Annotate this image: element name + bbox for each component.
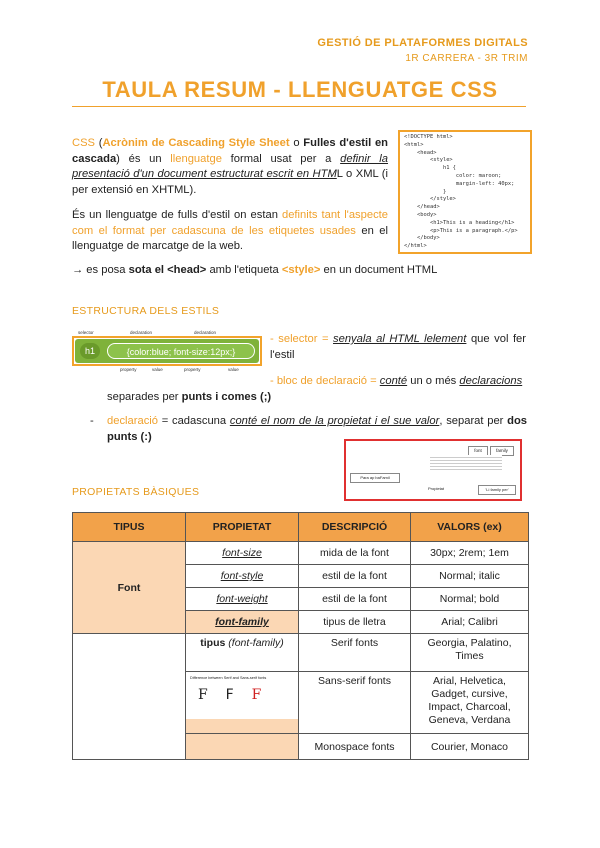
b3-b: = cadascuna	[161, 415, 227, 427]
empty-peach-cell	[186, 734, 299, 760]
desc-cell: Monospace fonts	[299, 734, 411, 760]
lbl-declaration-1: declaration	[130, 330, 153, 335]
code-line: <head>	[404, 149, 437, 156]
code-line: <body>	[404, 211, 437, 218]
desc-cell: estil de la font	[299, 588, 411, 611]
code-line: </body>	[404, 235, 440, 242]
b1-a: - selector =	[270, 333, 329, 345]
fulles-term: Fulles d'estil en cascada	[72, 137, 389, 165]
b2-d: declaracions	[459, 375, 523, 387]
box-model-diagram	[344, 439, 522, 501]
b3-e: dos punts (:)	[107, 415, 528, 443]
code-line: <style>	[404, 157, 453, 164]
prop-cell: font-size	[186, 542, 299, 565]
th-propietat: PROPIETAT	[186, 513, 299, 542]
tipus-label: tipus	[200, 637, 226, 649]
val-cell: Courier, Monaco	[411, 734, 529, 760]
page-title: TAULA RESUM - LLENGUATGE CSS	[102, 77, 498, 102]
code-line: <html>	[404, 141, 424, 148]
desc-cell: Sans-serif fonts	[299, 672, 411, 734]
code-line: h1 {	[404, 165, 456, 172]
intro-definition: definir la presentació d'un document estructurat escrit en HTM	[72, 152, 389, 181]
family-box: family	[490, 446, 514, 456]
header-subject: GESTIÓ DE PLATAFORMES DIGITALS	[317, 37, 528, 49]
b1-b: senyala al HTML lelement	[333, 333, 467, 345]
bullet-selector	[270, 332, 526, 363]
prop-cell: font-style	[186, 565, 299, 588]
b3-a: declaració	[107, 415, 158, 427]
desc-cell: estil de la font	[299, 565, 411, 588]
desc-cell: Serif fonts	[299, 634, 411, 672]
b2-b: conté	[379, 375, 408, 387]
left-box: Para ap baFamil	[350, 473, 400, 483]
b3-c: conté el nom de la propietat i el sue valor	[229, 415, 440, 427]
selector-pill: h1	[80, 343, 100, 359]
declaration-pill: {color:blue; font-size:12px;}	[107, 343, 255, 359]
lbl-value-2: value	[228, 367, 239, 372]
p2-b: en el llenguatge de marcatge de la web.	[72, 224, 388, 253]
desc-cell: tipus de lletra	[299, 611, 411, 634]
css-rule-diagram	[72, 330, 266, 374]
p2-a: És un llenguatge de fulls d'estil on estan	[72, 209, 278, 221]
intro-rest: L o XML (i per extensió en XHTML).	[72, 168, 388, 196]
type-empty	[73, 634, 186, 760]
title-underline	[72, 106, 526, 107]
b2-c: un o més	[410, 375, 457, 387]
code-line: <h1>This is a heading</h1>	[404, 219, 515, 226]
prop-cell: font-family	[186, 611, 299, 634]
p3-d: <style>	[281, 264, 321, 276]
val-cell: Normal; italic	[411, 565, 529, 588]
acronym: Acrònim de Cascading Style Sheet	[102, 137, 290, 149]
section-properties-heading: PROPIETATS BÀSIQUES	[72, 486, 200, 498]
intro-mid: ) és un	[116, 152, 162, 165]
code-line: </style>	[404, 196, 456, 203]
p2-highlight: definits tant l'aspecte com el format per cadascuna de les etiquetes usades	[72, 209, 389, 237]
intro-paragraph: CSS (Acrònim de Cascading Style Sheet o Fulles d'estil en cascada) és un llenguatge formal usat per a definir la presentació d'un document estructurat escrit en HTML o XML (i per extensió en XHTML).	[72, 137, 389, 196]
code-line: <p>This is a paragraph.</p>	[404, 227, 518, 234]
serif-glyph: F	[198, 687, 208, 703]
lbl-property-1: property	[120, 367, 137, 372]
val-cell: Arial; Calibri	[411, 611, 529, 634]
font-sample-image	[190, 676, 290, 716]
val-cell: Normal; bold	[411, 588, 529, 611]
bullet-dash: -	[90, 415, 94, 427]
code-example	[398, 130, 532, 254]
mid-box: Propietat	[428, 486, 445, 491]
p3-b: sota el <head>	[128, 264, 207, 276]
bullet-bloc-line2	[107, 390, 407, 406]
tipus-paren: (font-family)	[228, 637, 284, 649]
th-valors: VALORS (ex)	[411, 513, 529, 542]
code-lines	[430, 455, 502, 471]
paragraph-2	[72, 208, 388, 255]
or-word: o	[293, 137, 300, 149]
llenguatge-word: llenguatge	[170, 152, 222, 165]
code-line: </html>	[404, 243, 427, 250]
code-line: margin-left: 40px;	[404, 180, 515, 187]
b2-a: - bloc de declaració =	[270, 375, 377, 387]
p3-c: amb l'etiqueta	[209, 264, 279, 276]
css-word: CSS	[72, 137, 96, 149]
section-structure-heading: ESTRUCTURA DELS ESTILS	[72, 305, 220, 317]
code-line: }	[404, 188, 447, 195]
font-sample-caption: Difference between Serif and Sans-serif fonts	[190, 676, 267, 680]
p3-e: en un document HTML	[323, 264, 438, 276]
val-cell: Georgia, Palatino, Times	[411, 634, 529, 672]
table-row	[73, 542, 529, 565]
prop-cell: font-weight	[186, 588, 299, 611]
font-box: font	[468, 446, 488, 456]
lbl-value-1: value	[152, 367, 163, 372]
table-header-row	[73, 513, 529, 542]
tipus-cell	[186, 634, 299, 672]
font-sample-cell	[186, 672, 299, 734]
th-tipus: TIPUS	[73, 513, 186, 542]
compare-glyph: F	[251, 687, 262, 703]
intro-formal: formal usat per a	[230, 152, 332, 165]
properties-table	[72, 512, 529, 760]
lbl-property-2: property	[184, 367, 201, 372]
peach-strip	[186, 719, 298, 733]
paragraph-3	[72, 263, 522, 279]
table-row	[73, 634, 529, 672]
sans-glyph: F	[225, 687, 234, 703]
desc-cell: mida de la font	[299, 542, 411, 565]
b2-f: punts i comes (;)	[181, 391, 272, 403]
b2-e: separades per	[107, 391, 179, 403]
code-line: color: maroon;	[404, 172, 502, 179]
code-line: <!DOCTYPE html>	[404, 134, 453, 140]
type-font: Font	[73, 542, 186, 634]
th-descripcio: DESCRIPCIÓ	[299, 513, 411, 542]
val-cell: Arial, Helvetica, Gadget, cursive, Impact, Charcoal, Geneva, Verdana	[411, 672, 529, 734]
b3-d: , separat per	[439, 415, 504, 427]
b1-c: que vol fer l'estil	[270, 333, 527, 361]
val-cell: 30px; 2rem; 1em	[411, 542, 529, 565]
lbl-declaration-2: declaration	[194, 330, 217, 335]
code-line: </head>	[404, 204, 440, 211]
p3-a: → es posa	[72, 264, 126, 276]
right-box: 'Li family per'	[478, 485, 516, 495]
lbl-selector: selector	[78, 330, 94, 335]
bullet-bloc-line1	[270, 374, 526, 390]
header-course: 1R CARRERA - 3R TRIM	[405, 53, 528, 64]
